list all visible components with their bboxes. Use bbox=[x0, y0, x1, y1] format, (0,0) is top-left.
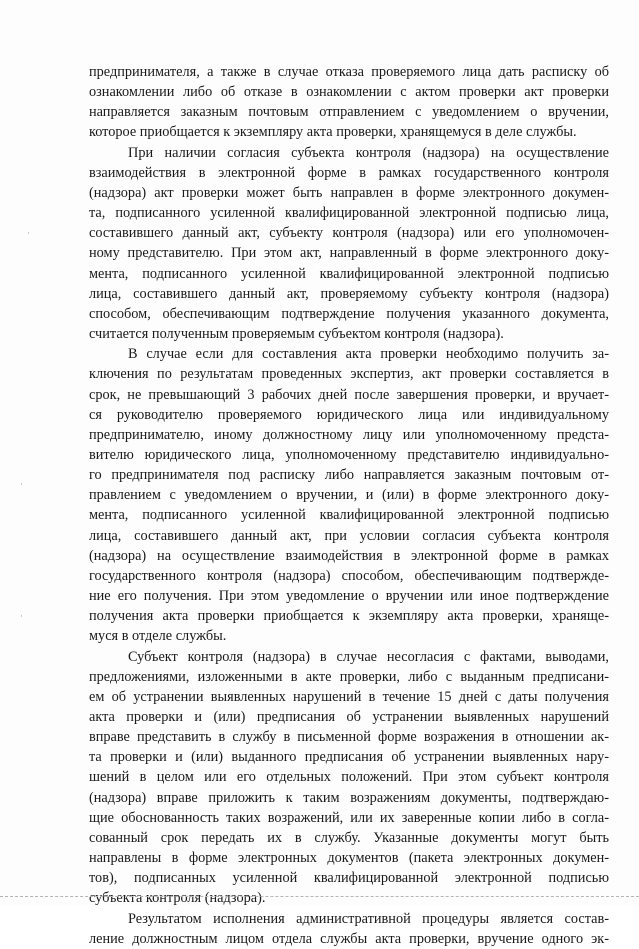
document-body bbox=[89, 62, 609, 949]
paragraph-line: субъекта контроля (надзора). bbox=[89, 890, 266, 907]
paragraph-line: ному представителю. При этом акт, направленный в форме электронного доку- bbox=[89, 245, 609, 262]
paragraph-line: направлены в форме электронных документов (пакета электронных докумен- bbox=[89, 850, 609, 867]
paragraph-line: сованный срок передать их в службу. Указанные документы могут быть bbox=[89, 829, 609, 846]
paragraph-line: ся руководителю проверяемого юридического лица или индивидуальному bbox=[89, 406, 609, 423]
scan-mark: · bbox=[20, 480, 23, 490]
paragraph-line: получения акта проверки приобщается к экземпляру акта проверки, храняще- bbox=[89, 608, 609, 625]
paragraph-line: ем об устранении выявленных нарушений в течение 15 дней с даты получения bbox=[89, 688, 609, 705]
paragraph-line: предпринимателя, а также в случае отказа проверяемого лица дать расписку об bbox=[89, 64, 609, 80]
paragraph-line: считается полученным проверяемым субъектом контроля (надзора). bbox=[89, 326, 504, 343]
paragraph-line: В случае если для составления акта проверки необходимо получить за- bbox=[128, 346, 609, 363]
paragraph bbox=[89, 62, 609, 143]
paragraph-line: лица, составившего данный акт, проверяемому субъекту контроля (надзора) bbox=[89, 285, 609, 302]
paragraph-line: ление должностным лицом отдела службы акта проверки, вручение одного эк- bbox=[89, 930, 609, 947]
paragraph-line: способом, обеспечивающим подтверждение получения указанного документа, bbox=[89, 305, 609, 322]
page-bottom-edge bbox=[0, 896, 639, 897]
paragraph-line: ключения по результатам проведенных экспертиз, акт проверки составляется в bbox=[89, 366, 609, 383]
scan-mark: · bbox=[27, 229, 30, 239]
paragraph-line: вителю юридического лица, уполномоченному представителю индивидуально- bbox=[89, 446, 609, 463]
paragraph-line: (надзора) акт проверки может быть направлен в форме электронного докумен- bbox=[89, 184, 609, 201]
paragraph-line: которое приобщается к экземпляру акта проверки, хранящемуся в деле службы. bbox=[89, 124, 577, 141]
paragraph-line: При наличии согласия субъекта контроля (надзора) на осуществление bbox=[128, 144, 609, 161]
paragraph-line: мента, подписанного усиленной квалифицированной электронной подписью bbox=[89, 507, 609, 524]
scan-mark: · bbox=[20, 612, 23, 622]
paragraph-line: го предпринимателя под расписку либо направляется заказным почтовым от- bbox=[89, 467, 609, 484]
paragraph-line: предпринимателю, иному должностному лицу или уполномоченному предста- bbox=[89, 426, 609, 443]
paragraph-line: (надзора) на осуществление взаимодействия в электронной форме в рамках bbox=[89, 547, 609, 564]
paragraph-line: лица, составившего данный акт, при условии согласия субъекта контроля bbox=[89, 527, 609, 544]
paragraph-line: мента, подписанного усиленной квалифицированной электронной подписью bbox=[89, 265, 609, 282]
paragraph-line: щие обоснованность таких возражений, или их заверенные копии либо в согла- bbox=[89, 809, 609, 826]
paragraph-line: государственного контроля (надзора) способом, обеспечивающим подтвержде- bbox=[89, 567, 609, 584]
paragraph-line: вправе представить в службу в письменной форме возражения в отношении ак- bbox=[89, 729, 609, 746]
paragraph-line: предложениями, изложенными в акте проверки, либо с выданным предписани- bbox=[89, 668, 609, 685]
paragraph bbox=[89, 647, 609, 909]
paragraph bbox=[89, 909, 609, 949]
paragraph-line: та, подписанного усиленной квалифицированной электронной подписью лица, bbox=[89, 205, 609, 222]
paragraph-line: акта проверки и (или) предписания об устранении выявленных нарушений bbox=[89, 709, 609, 725]
paragraph-line: взаимодействия в электронной форме в рамках государственного контроля bbox=[89, 164, 609, 181]
paragraph-line: правлением с уведомлением о вручении, и (или) в форме электронного доку- bbox=[89, 487, 609, 504]
paragraph-line: составившего данный акт, субъекту контроля (надзора) или его уполномочен- bbox=[89, 225, 609, 242]
paragraph bbox=[89, 143, 609, 345]
paragraph-line: шений в целом или его отдельных положений. При этом субъект контроля bbox=[89, 769, 609, 786]
paragraph-line: (надзора) вправе приложить к таким возражениям документы, подтверждаю- bbox=[89, 789, 609, 806]
paragraph-line: та проверки и (или) выданного предписания об устранении выявленных нару- bbox=[89, 749, 609, 766]
paragraph bbox=[89, 344, 609, 646]
paragraph-line: муся в отделе службы. bbox=[89, 628, 227, 645]
paragraph-line: Результатом исполнения административной процедуры является состав- bbox=[128, 910, 609, 927]
paragraph-line: Субъект контроля (надзора) в случае несогласия с фактами, выводами, bbox=[128, 648, 609, 665]
paragraph-line: ние его получения. При этом уведомление о вручении или иное подтверждение bbox=[89, 588, 609, 605]
paragraph-line: тов), подписанных усиленной квалифицированной электронной подписью bbox=[89, 870, 609, 887]
paragraph-line: срок, не превышающий 3 рабочих дней после завершения проверки, и вручает- bbox=[89, 386, 609, 403]
paragraph-line: ознакомлении либо об отказе в ознакомлении с актом проверки акт проверки bbox=[89, 84, 609, 101]
paragraph-line: направляется заказным почтовым отправлением с уведомлением о вручении, bbox=[89, 104, 609, 121]
